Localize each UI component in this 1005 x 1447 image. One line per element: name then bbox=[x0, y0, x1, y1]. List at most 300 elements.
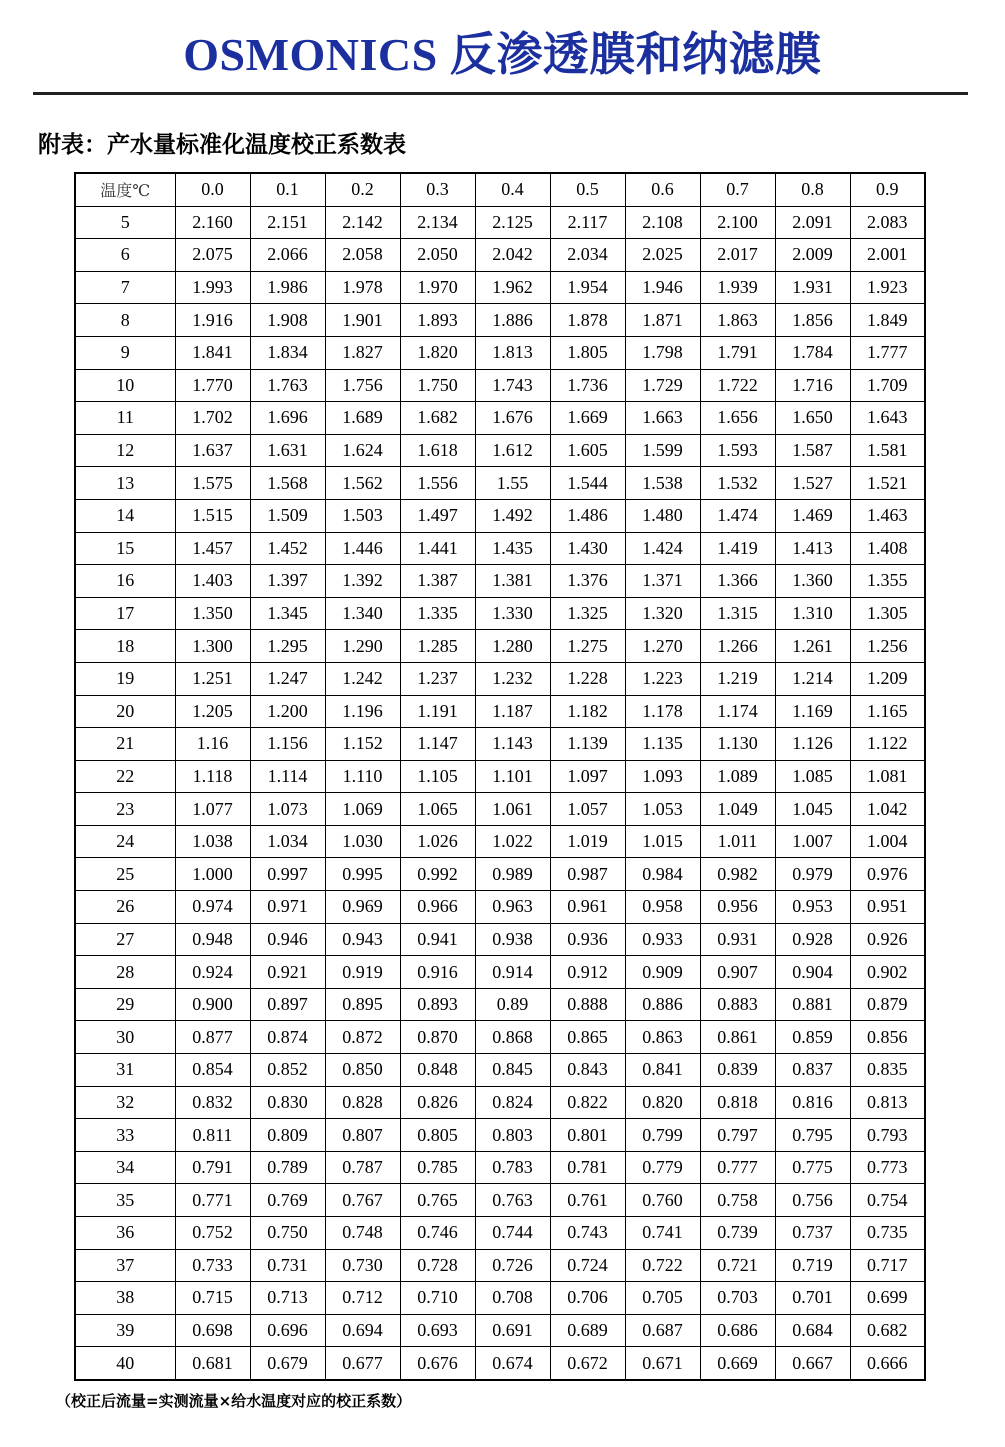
coefficient-cell: 1.871 bbox=[625, 304, 700, 337]
coefficient-cell: 1.931 bbox=[775, 271, 850, 304]
coefficient-cell: 0.995 bbox=[325, 858, 400, 891]
coefficient-cell: 1.612 bbox=[475, 434, 550, 467]
coefficient-cell: 0.89 bbox=[475, 988, 550, 1021]
coefficient-cell: 1.330 bbox=[475, 597, 550, 630]
coefficient-cell: 1.722 bbox=[700, 369, 775, 402]
coefficient-cell: 0.719 bbox=[775, 1249, 850, 1282]
coefficient-cell: 0.708 bbox=[475, 1282, 550, 1315]
coefficient-cell: 0.795 bbox=[775, 1119, 850, 1152]
coefficient-cell: 1.441 bbox=[400, 532, 475, 565]
coefficient-cell: 0.845 bbox=[475, 1054, 550, 1087]
coefficient-cell: 0.733 bbox=[175, 1249, 250, 1282]
temperature-cell: 6 bbox=[75, 239, 175, 272]
coefficient-cell: 0.687 bbox=[625, 1314, 700, 1347]
coefficient-cell: 1.729 bbox=[625, 369, 700, 402]
table-caption: 附表：产水量标准化温度校正系数表 bbox=[38, 132, 406, 158]
coefficient-cell: 0.681 bbox=[175, 1347, 250, 1380]
coefficient-cell: 0.818 bbox=[700, 1086, 775, 1119]
column-header: 0.0 bbox=[175, 173, 250, 206]
table-row bbox=[75, 369, 925, 402]
coefficient-cell: 0.961 bbox=[550, 891, 625, 924]
coefficient-cell: 0.921 bbox=[250, 956, 325, 989]
coefficient-cell: 0.767 bbox=[325, 1184, 400, 1217]
coefficient-cell: 1.270 bbox=[625, 630, 700, 663]
coefficient-cell: 0.941 bbox=[400, 923, 475, 956]
coefficient-cell: 2.050 bbox=[400, 239, 475, 272]
coefficient-cell: 1.798 bbox=[625, 336, 700, 369]
coefficient-cell: 0.881 bbox=[775, 988, 850, 1021]
coefficient-cell: 1.480 bbox=[625, 499, 700, 532]
coefficient-cell: 0.724 bbox=[550, 1249, 625, 1282]
table-row bbox=[75, 760, 925, 793]
coefficient-cell: 2.058 bbox=[325, 239, 400, 272]
coefficient-cell: 1.174 bbox=[700, 695, 775, 728]
coefficient-cell: 1.544 bbox=[550, 467, 625, 500]
coefficient-cell: 0.771 bbox=[175, 1184, 250, 1217]
coefficient-cell: 1.007 bbox=[775, 825, 850, 858]
coefficient-cell: 0.781 bbox=[550, 1151, 625, 1184]
temperature-cell: 22 bbox=[75, 760, 175, 793]
coefficient-cell: 0.783 bbox=[475, 1151, 550, 1184]
coefficient-cell: 2.134 bbox=[400, 206, 475, 239]
coefficient-cell: 0.879 bbox=[850, 988, 925, 1021]
coefficient-cell: 0.667 bbox=[775, 1347, 850, 1380]
temperature-cell: 21 bbox=[75, 728, 175, 761]
coefficient-cell: 2.009 bbox=[775, 239, 850, 272]
coefficient-cell: 1.387 bbox=[400, 565, 475, 598]
coefficient-cell: 1.430 bbox=[550, 532, 625, 565]
coefficient-cell: 1.219 bbox=[700, 662, 775, 695]
coefficient-cell: 2.075 bbox=[175, 239, 250, 272]
coefficient-cell: 1.624 bbox=[325, 434, 400, 467]
coefficient-cell: 1.030 bbox=[325, 825, 400, 858]
coefficient-cell: 1.285 bbox=[400, 630, 475, 663]
coefficient-cell: 1.696 bbox=[250, 402, 325, 435]
coefficient-cell: 1.631 bbox=[250, 434, 325, 467]
coefficient-cell: 0.756 bbox=[775, 1184, 850, 1217]
coefficient-cell: 0.974 bbox=[175, 891, 250, 924]
coefficient-cell: 0.936 bbox=[550, 923, 625, 956]
coefficient-cell: 2.001 bbox=[850, 239, 925, 272]
temperature-cell: 27 bbox=[75, 923, 175, 956]
coefficient-cell: 1.266 bbox=[700, 630, 775, 663]
temperature-cell: 18 bbox=[75, 630, 175, 663]
table-row bbox=[75, 825, 925, 858]
temperature-header: 温度℃ bbox=[75, 173, 175, 206]
coefficient-cell: 1.089 bbox=[700, 760, 775, 793]
table-row bbox=[75, 304, 925, 337]
coefficient-cell: 1.474 bbox=[700, 499, 775, 532]
coefficient-cell: 1.223 bbox=[625, 662, 700, 695]
coefficient-cell: 0.743 bbox=[550, 1217, 625, 1250]
coefficient-cell: 0.987 bbox=[550, 858, 625, 891]
coefficient-cell: 0.909 bbox=[625, 956, 700, 989]
coefficient-cell: 2.025 bbox=[625, 239, 700, 272]
coefficient-cell: 0.699 bbox=[850, 1282, 925, 1315]
column-header: 0.8 bbox=[775, 173, 850, 206]
coefficient-cell: 1.114 bbox=[250, 760, 325, 793]
column-header: 0.7 bbox=[700, 173, 775, 206]
coefficient-cell: 1.143 bbox=[475, 728, 550, 761]
coefficient-cell: 1.599 bbox=[625, 434, 700, 467]
coefficient-cell: 0.748 bbox=[325, 1217, 400, 1250]
coefficient-cell: 0.787 bbox=[325, 1151, 400, 1184]
coefficient-cell: 1.335 bbox=[400, 597, 475, 630]
table-row bbox=[75, 271, 925, 304]
temperature-cell: 19 bbox=[75, 662, 175, 695]
column-header: 0.2 bbox=[325, 173, 400, 206]
coefficient-cell: 2.100 bbox=[700, 206, 775, 239]
coefficient-cell: 0.698 bbox=[175, 1314, 250, 1347]
coefficient-cell: 0.943 bbox=[325, 923, 400, 956]
coefficient-cell: 1.16 bbox=[175, 728, 250, 761]
table-row bbox=[75, 565, 925, 598]
coefficient-cell: 1.515 bbox=[175, 499, 250, 532]
coefficient-cell: 0.933 bbox=[625, 923, 700, 956]
coefficient-cell: 2.142 bbox=[325, 206, 400, 239]
coefficient-cell: 1.061 bbox=[475, 793, 550, 826]
table-row bbox=[75, 1249, 925, 1282]
coefficient-cell: 1.165 bbox=[850, 695, 925, 728]
coefficient-cell: 0.737 bbox=[775, 1217, 850, 1250]
table-row bbox=[75, 206, 925, 239]
coefficient-cell: 0.938 bbox=[475, 923, 550, 956]
coefficient-cell: 1.077 bbox=[175, 793, 250, 826]
coefficient-cell: 1.135 bbox=[625, 728, 700, 761]
coefficient-cell: 0.669 bbox=[700, 1347, 775, 1380]
coefficient-cell: 1.049 bbox=[700, 793, 775, 826]
coefficient-cell: 0.832 bbox=[175, 1086, 250, 1119]
coefficient-cell: 1.242 bbox=[325, 662, 400, 695]
coefficient-cell: 0.682 bbox=[850, 1314, 925, 1347]
table-row bbox=[75, 1184, 925, 1217]
coefficient-cell: 1.191 bbox=[400, 695, 475, 728]
coefficient-cell: 0.904 bbox=[775, 956, 850, 989]
coefficient-cell: 0.956 bbox=[700, 891, 775, 924]
coefficient-cell: 0.674 bbox=[475, 1347, 550, 1380]
coefficient-cell: 0.912 bbox=[550, 956, 625, 989]
temperature-cell: 20 bbox=[75, 695, 175, 728]
coefficient-cell: 1.065 bbox=[400, 793, 475, 826]
temperature-cell: 31 bbox=[75, 1054, 175, 1087]
coefficient-cell: 1.676 bbox=[475, 402, 550, 435]
coefficient-cell: 2.034 bbox=[550, 239, 625, 272]
coefficient-cell: 0.852 bbox=[250, 1054, 325, 1087]
coefficient-cell: 2.151 bbox=[250, 206, 325, 239]
coefficient-cell: 1.901 bbox=[325, 304, 400, 337]
coefficient-cell: 0.744 bbox=[475, 1217, 550, 1250]
coefficient-cell: 0.928 bbox=[775, 923, 850, 956]
footnote: （校正后流量=实测流量×给水温度对应的校正系数） bbox=[56, 1392, 412, 1410]
coefficient-cell: 1.345 bbox=[250, 597, 325, 630]
coefficient-cell: 1.097 bbox=[550, 760, 625, 793]
coefficient-cell: 1.709 bbox=[850, 369, 925, 402]
coefficient-cell: 1.196 bbox=[325, 695, 400, 728]
temperature-cell: 29 bbox=[75, 988, 175, 1021]
coefficient-cell: 1.105 bbox=[400, 760, 475, 793]
coefficient-cell: 0.666 bbox=[850, 1347, 925, 1380]
coefficient-cell: 0.830 bbox=[250, 1086, 325, 1119]
coefficient-cell: 0.728 bbox=[400, 1249, 475, 1282]
coefficient-cell: 0.761 bbox=[550, 1184, 625, 1217]
temperature-cell: 25 bbox=[75, 858, 175, 891]
coefficient-cell: 1.663 bbox=[625, 402, 700, 435]
coefficient-cell: 0.854 bbox=[175, 1054, 250, 1087]
coefficient-cell: 0.785 bbox=[400, 1151, 475, 1184]
coefficient-cell: 0.824 bbox=[475, 1086, 550, 1119]
page-title: OSMONICS 反渗透膜和纳滤膜 bbox=[183, 29, 822, 80]
coefficient-cell: 1.532 bbox=[700, 467, 775, 500]
coefficient-cell: 0.916 bbox=[400, 956, 475, 989]
coefficient-cell: 0.763 bbox=[475, 1184, 550, 1217]
coefficient-cell: 1.408 bbox=[850, 532, 925, 565]
column-header: 0.5 bbox=[550, 173, 625, 206]
coefficient-cell: 0.677 bbox=[325, 1347, 400, 1380]
coefficient-cell: 1.581 bbox=[850, 434, 925, 467]
coefficient-cell: 1.618 bbox=[400, 434, 475, 467]
temperature-cell: 32 bbox=[75, 1086, 175, 1119]
coefficient-cell: 1.256 bbox=[850, 630, 925, 663]
coefficient-cell: 1.310 bbox=[775, 597, 850, 630]
temperature-cell: 38 bbox=[75, 1282, 175, 1315]
temperature-cell: 35 bbox=[75, 1184, 175, 1217]
coefficient-cell: 1.045 bbox=[775, 793, 850, 826]
coefficient-cell: 1.026 bbox=[400, 825, 475, 858]
coefficient-cell: 1.325 bbox=[550, 597, 625, 630]
coefficient-cell: 1.568 bbox=[250, 467, 325, 500]
coefficient-cell: 0.696 bbox=[250, 1314, 325, 1347]
coefficient-cell: 0.982 bbox=[700, 858, 775, 891]
coefficient-cell: 0.868 bbox=[475, 1021, 550, 1054]
coefficient-cell: 0.888 bbox=[550, 988, 625, 1021]
coefficient-cell: 1.139 bbox=[550, 728, 625, 761]
coefficient-cell: 1.446 bbox=[325, 532, 400, 565]
coefficient-cell: 0.895 bbox=[325, 988, 400, 1021]
coefficient-cell: 0.874 bbox=[250, 1021, 325, 1054]
coefficient-cell: 0.779 bbox=[625, 1151, 700, 1184]
coefficient-cell: 0.809 bbox=[250, 1119, 325, 1152]
table-row bbox=[75, 891, 925, 924]
coefficient-cell: 0.958 bbox=[625, 891, 700, 924]
coefficient-cell: 0.684 bbox=[775, 1314, 850, 1347]
coefficient-cell: 0.773 bbox=[850, 1151, 925, 1184]
temperature-cell: 16 bbox=[75, 565, 175, 598]
coefficient-cell: 0.765 bbox=[400, 1184, 475, 1217]
coefficient-cell: 0.803 bbox=[475, 1119, 550, 1152]
coefficient-cell: 1.916 bbox=[175, 304, 250, 337]
coefficient-cell: 2.091 bbox=[775, 206, 850, 239]
coefficient-cell: 1.777 bbox=[850, 336, 925, 369]
coefficient-cell: 1.452 bbox=[250, 532, 325, 565]
temperature-cell: 15 bbox=[75, 532, 175, 565]
coefficient-cell: 0.931 bbox=[700, 923, 775, 956]
coefficient-cell: 1.413 bbox=[775, 532, 850, 565]
coefficient-cell: 0.717 bbox=[850, 1249, 925, 1282]
coefficient-cell: 0.907 bbox=[700, 956, 775, 989]
coefficient-cell: 0.694 bbox=[325, 1314, 400, 1347]
coefficient-cell: 0.924 bbox=[175, 956, 250, 989]
coefficient-cell: 1.000 bbox=[175, 858, 250, 891]
coefficient-cell: 0.863 bbox=[625, 1021, 700, 1054]
coefficient-cell: 1.355 bbox=[850, 565, 925, 598]
coefficient-cell: 1.126 bbox=[775, 728, 850, 761]
temperature-cell: 24 bbox=[75, 825, 175, 858]
table-row bbox=[75, 630, 925, 663]
coefficient-cell: 0.969 bbox=[325, 891, 400, 924]
table-row bbox=[75, 695, 925, 728]
coefficient-cell: 1.251 bbox=[175, 662, 250, 695]
temperature-cell: 33 bbox=[75, 1119, 175, 1152]
temperature-cell: 10 bbox=[75, 369, 175, 402]
coefficient-cell: 1.509 bbox=[250, 499, 325, 532]
coefficient-cell: 0.951 bbox=[850, 891, 925, 924]
coefficient-cell: 1.085 bbox=[775, 760, 850, 793]
coefficient-cell: 0.671 bbox=[625, 1347, 700, 1380]
coefficient-cell: 1.593 bbox=[700, 434, 775, 467]
coefficient-cell: 1.743 bbox=[475, 369, 550, 402]
coefficient-cell: 1.073 bbox=[250, 793, 325, 826]
coefficient-cell: 0.679 bbox=[250, 1347, 325, 1380]
coefficient-cell: 1.261 bbox=[775, 630, 850, 663]
coefficient-cell: 1.178 bbox=[625, 695, 700, 728]
temperature-cell: 26 bbox=[75, 891, 175, 924]
coefficient-cell: 0.793 bbox=[850, 1119, 925, 1152]
coefficient-cell: 1.492 bbox=[475, 499, 550, 532]
coefficient-cell: 1.376 bbox=[550, 565, 625, 598]
coefficient-cell: 2.083 bbox=[850, 206, 925, 239]
coefficient-cell: 1.682 bbox=[400, 402, 475, 435]
coefficient-cell: 1.371 bbox=[625, 565, 700, 598]
coefficient-cell: 1.081 bbox=[850, 760, 925, 793]
coefficient-cell: 2.125 bbox=[475, 206, 550, 239]
coefficient-cell: 0.826 bbox=[400, 1086, 475, 1119]
coefficient-cell: 1.503 bbox=[325, 499, 400, 532]
table-row bbox=[75, 239, 925, 272]
coefficient-cell: 1.403 bbox=[175, 565, 250, 598]
table-row bbox=[75, 793, 925, 826]
coefficient-cell: 1.575 bbox=[175, 467, 250, 500]
coefficient-cell: 1.228 bbox=[550, 662, 625, 695]
coefficient-cell: 0.816 bbox=[775, 1086, 850, 1119]
coefficient-cell: 1.042 bbox=[850, 793, 925, 826]
coefficient-cell: 2.117 bbox=[550, 206, 625, 239]
coefficient-cell: 2.066 bbox=[250, 239, 325, 272]
coefficient-cell: 1.923 bbox=[850, 271, 925, 304]
coefficient-cell: 0.739 bbox=[700, 1217, 775, 1250]
table-row bbox=[75, 467, 925, 500]
coefficient-cell: 0.676 bbox=[400, 1347, 475, 1380]
coefficient-cell: 0.726 bbox=[475, 1249, 550, 1282]
temperature-cell: 39 bbox=[75, 1314, 175, 1347]
coefficient-cell: 0.713 bbox=[250, 1282, 325, 1315]
coefficient-cell: 1.469 bbox=[775, 499, 850, 532]
coefficient-cell: 1.069 bbox=[325, 793, 400, 826]
coefficient-cell: 1.209 bbox=[850, 662, 925, 695]
coefficient-cell: 1.360 bbox=[775, 565, 850, 598]
column-header: 0.6 bbox=[625, 173, 700, 206]
coefficient-cell: 0.705 bbox=[625, 1282, 700, 1315]
coefficient-cell: 1.463 bbox=[850, 499, 925, 532]
coefficient-cell: 1.770 bbox=[175, 369, 250, 402]
coefficient-cell: 1.295 bbox=[250, 630, 325, 663]
coefficient-cell: 1.340 bbox=[325, 597, 400, 630]
table-row bbox=[75, 1021, 925, 1054]
table-row bbox=[75, 336, 925, 369]
temperature-cell: 5 bbox=[75, 206, 175, 239]
table-row bbox=[75, 1282, 925, 1315]
table-row bbox=[75, 923, 925, 956]
coefficient-cell: 0.701 bbox=[775, 1282, 850, 1315]
coefficient-cell: 0.693 bbox=[400, 1314, 475, 1347]
temperature-cell: 28 bbox=[75, 956, 175, 989]
coefficient-cell: 0.963 bbox=[475, 891, 550, 924]
coefficient-cell: 0.706 bbox=[550, 1282, 625, 1315]
coefficient-cell: 0.900 bbox=[175, 988, 250, 1021]
coefficient-cell: 0.877 bbox=[175, 1021, 250, 1054]
temperature-cell: 37 bbox=[75, 1249, 175, 1282]
table-row bbox=[75, 1217, 925, 1250]
coefficient-cell: 2.017 bbox=[700, 239, 775, 272]
coefficient-cell: 0.752 bbox=[175, 1217, 250, 1250]
coefficient-cell: 0.805 bbox=[400, 1119, 475, 1152]
coefficient-cell: 1.275 bbox=[550, 630, 625, 663]
coefficient-cell: 0.926 bbox=[850, 923, 925, 956]
coefficient-cell: 0.746 bbox=[400, 1217, 475, 1250]
coefficient-cell: 1.152 bbox=[325, 728, 400, 761]
coefficient-cell: 1.101 bbox=[475, 760, 550, 793]
coefficient-cell: 0.897 bbox=[250, 988, 325, 1021]
coefficient-cell: 1.130 bbox=[700, 728, 775, 761]
coefficient-cell: 0.992 bbox=[400, 858, 475, 891]
coefficient-cell: 0.789 bbox=[250, 1151, 325, 1184]
table-row bbox=[75, 434, 925, 467]
coefficient-cell: 0.731 bbox=[250, 1249, 325, 1282]
coefficient-cell: 0.689 bbox=[550, 1314, 625, 1347]
coefficient-cell: 1.946 bbox=[625, 271, 700, 304]
temperature-cell: 11 bbox=[75, 402, 175, 435]
coefficient-cell: 1.763 bbox=[250, 369, 325, 402]
table-row bbox=[75, 402, 925, 435]
coefficient-cell: 0.859 bbox=[775, 1021, 850, 1054]
table-row bbox=[75, 1119, 925, 1152]
coefficient-cell: 0.953 bbox=[775, 891, 850, 924]
table-row bbox=[75, 597, 925, 630]
coefficient-cell: 1.435 bbox=[475, 532, 550, 565]
coefficient-cell: 0.989 bbox=[475, 858, 550, 891]
table-row bbox=[75, 1086, 925, 1119]
coefficient-cell: 1.521 bbox=[850, 467, 925, 500]
coefficient-cell: 1.970 bbox=[400, 271, 475, 304]
coefficient-cell: 1.290 bbox=[325, 630, 400, 663]
coefficient-cell: 1.841 bbox=[175, 336, 250, 369]
table-row bbox=[75, 662, 925, 695]
coefficient-cell: 0.750 bbox=[250, 1217, 325, 1250]
coefficient-cell: 1.562 bbox=[325, 467, 400, 500]
coefficient-cell: 1.689 bbox=[325, 402, 400, 435]
coefficient-cell: 1.556 bbox=[400, 467, 475, 500]
temperature-cell: 34 bbox=[75, 1151, 175, 1184]
coefficient-cell: 1.247 bbox=[250, 662, 325, 695]
coefficient-cell: 1.300 bbox=[175, 630, 250, 663]
temperature-cell: 23 bbox=[75, 793, 175, 826]
coefficient-cell: 1.205 bbox=[175, 695, 250, 728]
table-row bbox=[75, 858, 925, 891]
coefficient-cell: 1.939 bbox=[700, 271, 775, 304]
coefficient-cell: 1.834 bbox=[250, 336, 325, 369]
coefficient-cell: 1.716 bbox=[775, 369, 850, 402]
coefficient-cell: 1.320 bbox=[625, 597, 700, 630]
coefficient-cell: 0.754 bbox=[850, 1184, 925, 1217]
